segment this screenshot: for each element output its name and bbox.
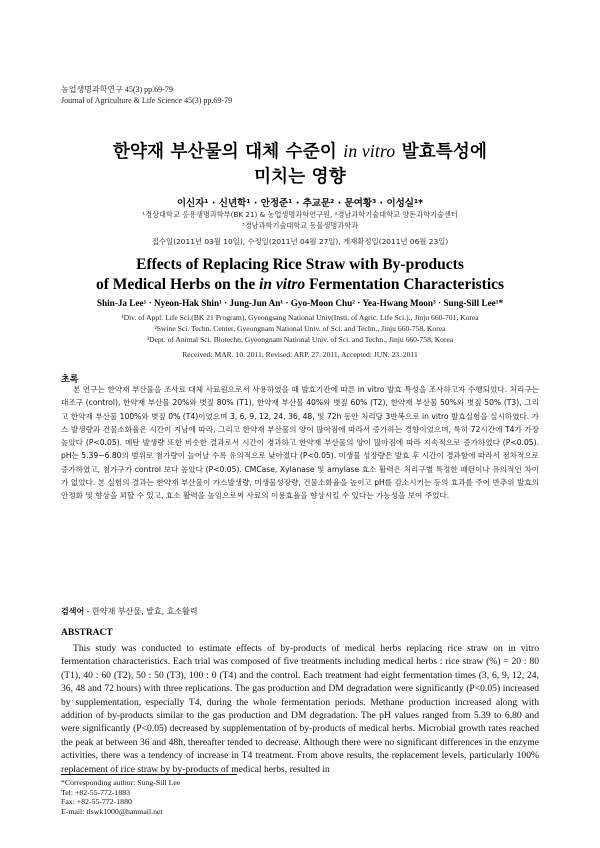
keywords-label: 검색어 xyxy=(61,607,85,616)
korean-title-italic: in vitro xyxy=(343,141,396,161)
english-title-line2: of Medical Herbs on the in vitro Fermentation Characteristics xyxy=(95,276,505,293)
journal-header-korean: 농업생명과학연구 45(3) pp.69-79 xyxy=(61,85,173,94)
journal-header xyxy=(61,84,232,106)
english-abstract-text: This study was conducted to estimate effects of by-products of medical herbs replacing rice straw on in vitro fermentation characteristics. Each trial was composed of five treatments including medical herbs : rice straw (%) = 20 : 80 (T1), 40 : 60 (T2), 50 : 50 (T3), 100 : 0 (T4) and the control. Each treatment had eight fermentation times (3, 6, 9, 12, 24, 36, 48 and 72 hours) with three replications. The gas production and DM degradation were significantly (P<0.05) increased by supplementation, especially T4, during the whole fermentation periods. Methane production increased along with addition of by-products similar to the gas production and DM degradation. The pH values ranged from 5.39 to 6.80 and were significantly (P<0.05) decreased by supplementation of by-products of medical herbs. Microbial growth rates reached the peak at between 36 and 48h, thereafter tended to decrease. Although there were no significant differences in the enzyme activities, there was a tendency of increase in T4 treatment. From above results, the replacement levels, particularly 100% replacement of rice straw by by-products of medical herbs, resulted in xyxy=(61,643,539,775)
corresponding-author: *Corresponding author: Sung-Sill Lee xyxy=(61,778,181,787)
english-title-italic: in vitro xyxy=(259,276,306,293)
korean-abstract-heading: 초록 xyxy=(61,375,79,385)
keywords-text: - 한약재 부산물, 발효, 효소활력 xyxy=(86,607,198,616)
korean-affiliation-2: ³경남과학기술대학교 동물생명과학과 xyxy=(241,221,359,230)
korean-affiliation-1: ¹경상대학교 응용생명과학부(BK 21) & 농업생명과학연구원, ²경남과학기술대학교 양돈과학기술센터 xyxy=(142,210,458,219)
english-affiliation-1: ¹Div. of Appl. Life Sci.(BK 21 Program), Gyeongsang National Univ(Insti. of Agric. Life Sci.)., Jinju 660-701, Korea xyxy=(121,313,479,322)
english-affiliation-2: ²Swine Sci. Techn. Center, Gyeongnam National Univ. of Sci. and Techn., Jinju 660-758, Korea xyxy=(154,324,446,333)
english-dates: Received: MAR. 10. 2011, Revised: ARP. 27. 2011, Accepted: JUN. 23. 2011 xyxy=(182,350,418,359)
email: E-mail: tlswk1000@hanmail.net xyxy=(61,806,163,816)
korean-authors: 이신자¹ · 신년학¹ · 안정준¹ · 추교문² · 문여황³ · 이성실¹* xyxy=(176,198,424,209)
footnote xyxy=(61,778,180,816)
english-abstract-heading: ABSTRACT xyxy=(61,628,113,638)
keywords xyxy=(61,606,198,617)
tel: Tel: +82-55-772-1883 xyxy=(61,787,131,797)
korean-title-line2: 미치는 영향 xyxy=(254,167,346,187)
korean-abstract-text: 본 연구는 한약재 부산물을 조사료 대체 사료원으로서 사용하였을 때 발효기간에 따른 in vitro 발효 특성을 조사하고자 수행되었다. 처리구는 대조구 (control), 한약재 부산물 20%와 볏짚 80% (T1), 한약재 부산물 40%와 볏짚 60% (T2), 한약재 부산물 50%와 볏짚 50% (T3), 그리고 한약재 부산물 100%와 볏짚 0% (T4)이었으며 3, 6, 9, 12, 24, 36, 48, 및 72h 동안 처리당 3반복으로 in vitro 발효실험을 실시하였다. 가스 발생량과 건물소화율은 시간이 지남에 따라, 그리고 한약재 부산물의 양이 많아짐에 따라서 증가하는 경향이었으며, 특히 72시간에 T4가 가장 높았다 (P<0.05). 메탄 발생량 또한 비슷한 결과로서 시간이 경과하고 한약재 부산물의 양이 많아짐에 따라 지속적으로 증가하였다 (P<0.05). pH는 5.39~6.80의 범위로 첨가량이 늘어날 수록 유의적으로 낮아졌다 (P<0.05). 미생물 성장량은 발효 후 시간이 경과함에 따라서 점차적으로 증가하였고, 첨가구가 control 보다 높았다 (P<0.05). CMCase, Xylanase 및 amylase 효소 활력은 처리구별 특정한 패턴이나 유의적인 차이가 없었다. 본 실험의 결과는 한약재 부산물이 가스발생량, 미생물성장량, 건물소화율을 높이고 pH를 감소시키는 등의 효과를 주어 반추위 발효의 안정화 및 향상을 꾀할 수 있고, 효소 활력을 높임으로써 사료의 이용효율을 향상시킬 수 있다는 가능성을 보여 주었다. xyxy=(61,385,539,500)
english-title-line1: Effects of Replacing Rice Straw with By-products xyxy=(136,256,464,273)
footnote-rule xyxy=(61,774,237,775)
english-authors: Shin-Ja Lee¹ · Nyeon-Hak Shin¹ · Jung-Jun An¹ · Gyo-Moon Chu² · Yea-Hwang Moon³ · Sung-Sill Lee¹* xyxy=(96,298,504,308)
korean-title-line1: 한약재 부산물의 대체 수준이 in vitro 발효특성에 xyxy=(112,141,488,162)
korean-dates: 접수일(2011년 03월 10일), 수정일(2011년 04월 27일), 게재확정일(2011년 06월 23일) xyxy=(151,237,449,246)
fax: Fax: +82-55-772-1880 xyxy=(61,797,132,807)
english-affiliation-3: ³Dept. of Animal Sci. Biotechn, Gyeongnam National Univ. of Sci. and Techn., Jinju 660-758, Korea xyxy=(146,335,454,344)
journal-header-english: Journal of Agriculture & Life Science 45(3) pp.69-79 xyxy=(61,96,233,105)
